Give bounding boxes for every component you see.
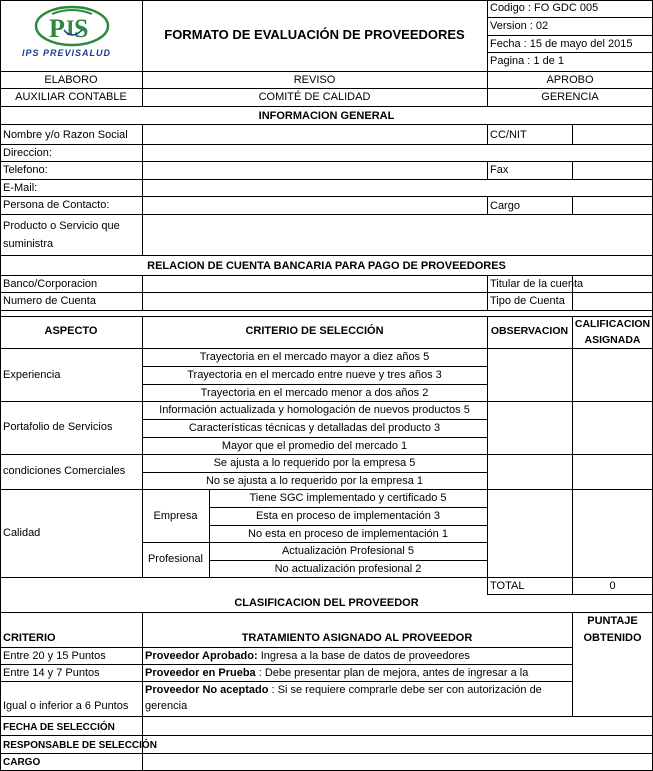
- divider: [572, 161, 573, 179]
- value-comite: COMITÉ DE CALIDAD: [258, 91, 371, 103]
- header-tratamiento: TRATAMIENTO ASIGNADO AL PROVEEDOR: [241, 632, 473, 644]
- criterion-cond-1: Se ajusta a lo requerido por la empresa 5: [213, 457, 416, 469]
- criterion-port-1: Información actualizada y homologación de nuevos productos 5: [159, 404, 470, 416]
- divider: [0, 144, 653, 145]
- label-titular: Titular de la cuenta: [490, 278, 584, 290]
- divider: [572, 124, 573, 144]
- divider: [142, 124, 143, 255]
- header-puntaje: PUNTAJE: [587, 615, 638, 627]
- sub-empresa: Empresa: [153, 510, 198, 522]
- label-telefono: Telefono:: [3, 164, 48, 176]
- divider: [142, 472, 487, 473]
- criterion-exp-3: Trayectoria en el mercado menor a dos años 2: [200, 387, 429, 399]
- treatment-rejected-2: gerencia: [145, 700, 188, 712]
- header-asignada: ASIGNADA: [584, 334, 641, 346]
- treatment-rejected-text: : Si se requiere comprarle debe ser con autorización de: [268, 684, 542, 696]
- divider: [487, 124, 488, 144]
- section-title-general: INFORMACION GENERAL: [258, 110, 395, 122]
- divider: [572, 196, 573, 214]
- total-label: TOTAL: [490, 580, 525, 592]
- codigo: Codigo : FO GDC 005: [490, 2, 599, 14]
- criterion-prof-2: No actualización profesional 2: [274, 563, 422, 575]
- sub-profesional: Profesional: [147, 553, 204, 565]
- divider: [0, 179, 653, 180]
- label-cargo-footer: CARGO: [3, 757, 41, 768]
- aspect-experiencia: Experiencia: [3, 369, 61, 381]
- divider: [209, 525, 487, 526]
- header-criterio: CRITERIO DE SELECCIÓN: [245, 325, 384, 337]
- fecha: Fecha : 15 de mayo del 2015: [490, 38, 633, 50]
- treatment-trial-text: : Debe presentar plan de mejora, antes de ingresar a la: [255, 667, 529, 679]
- range-approved: Entre 20 y 15 Puntos: [3, 650, 106, 662]
- divider: [0, 292, 653, 293]
- divider: [0, 753, 653, 754]
- label-reviso: REVISO: [293, 74, 336, 86]
- treatment-approved-title: Proveedor Aprobado:: [145, 650, 258, 662]
- aspect-calidad: Calidad: [3, 527, 41, 539]
- divider: [572, 316, 573, 595]
- section-title-bank: RELACION DE CUENTA BANCARIA PARA PAGO DE PROVEEDORES: [147, 260, 506, 272]
- divider: [0, 161, 653, 162]
- company-logo: [8, 4, 136, 62]
- divider: [487, 196, 488, 214]
- criterion-cond-2: No se ajusta a lo requerido por la empresa 1: [205, 475, 424, 487]
- label-producto-2: suministra: [3, 238, 54, 250]
- label-contacto: Persona de Contacto:: [3, 199, 110, 211]
- divider: [487, 275, 488, 310]
- header-observacion: OBSERVACION: [490, 325, 569, 337]
- divider: [487, 316, 488, 595]
- divider: [142, 612, 143, 716]
- header-aspecto: ASPECTO: [44, 325, 98, 337]
- divider: [0, 310, 653, 311]
- divider: [487, 594, 653, 595]
- divider: [0, 71, 653, 72]
- divider: [0, 106, 653, 107]
- treatment-trial-title: Proveedor en Prueba: [145, 667, 256, 679]
- header-calificacion: CALIFICACION: [574, 318, 651, 330]
- divider: [0, 88, 653, 89]
- divider: [142, 437, 487, 438]
- criterion-emp-2: Esta en proceso de implementación 3: [255, 510, 441, 522]
- divider: [487, 52, 653, 53]
- divider: [487, 161, 488, 179]
- logo-text: IPS PREVISALUD: [22, 48, 112, 58]
- total-value: 0: [609, 580, 616, 592]
- divider: [0, 735, 653, 736]
- divider: [142, 366, 487, 367]
- label-tipo: Tipo de Cuenta: [490, 295, 565, 307]
- divider: [209, 507, 487, 508]
- treatment-rejected: [145, 683, 542, 698]
- divider: [0, 348, 653, 349]
- criterion-port-3: Mayor que el promedio del mercado 1: [221, 440, 408, 452]
- divider: [0, 214, 653, 215]
- form-title: FORMATO DE EVALUACIÓN DE PROVEEDORES: [164, 27, 465, 42]
- divider: [0, 454, 653, 455]
- treatment-approved: [145, 649, 470, 664]
- treatment-rejected-title: Proveedor No aceptado: [145, 684, 269, 696]
- label-email: E-Mail:: [3, 182, 38, 194]
- criterion-emp-3: No esta en proceso de implementación 1: [248, 528, 448, 540]
- divider: [0, 401, 653, 402]
- label-fax: Fax: [490, 164, 509, 176]
- svg-text:P: P: [49, 14, 65, 43]
- range-trial: Entre 14 y 7 Puntos: [3, 667, 100, 679]
- divider: [0, 489, 653, 490]
- label-direccion: Direccion:: [3, 147, 52, 159]
- criterion-emp-1: Tiene SGC implementado y certificado 5: [249, 492, 447, 504]
- divider: [142, 542, 487, 543]
- pagina: Pagina : 1 de 1: [490, 55, 565, 67]
- aspect-portafolio: Portafolio de Servicios: [3, 421, 113, 433]
- label-producto: Producto o Servicio que: [3, 220, 120, 232]
- label-fecha-seleccion: FECHA DE SELECCIÓN: [3, 722, 115, 733]
- criterion-exp-1: Trayectoria en el mercado mayor a diez años 5: [199, 351, 430, 363]
- divider: [142, 384, 487, 385]
- section-title-classification: CLASIFICACION DEL PROVEEDOR: [234, 597, 419, 609]
- treatment-trial: [145, 666, 528, 681]
- divider: [0, 716, 653, 717]
- criterion-exp-2: Trayectoria en el mercado entre nueve y tres años 3: [187, 369, 442, 381]
- header-criterio-class: CRITERIO: [3, 632, 56, 644]
- header-obtenido: OBTENIDO: [583, 632, 642, 644]
- divider: [0, 681, 572, 682]
- label-nombre: Nombre y/o Razon Social: [3, 129, 128, 141]
- divider: [0, 124, 653, 125]
- label-cargo: Cargo: [490, 200, 520, 212]
- label-aprobo: APROBO: [546, 74, 594, 86]
- criterion-port-2: Características técnicas y detalladas del producto 3: [188, 422, 441, 434]
- svg-text:I: I: [66, 15, 75, 40]
- divider: [0, 316, 653, 317]
- divider: [0, 255, 653, 256]
- divider: [0, 577, 653, 578]
- aspect-condiciones: condiciones Comerciales: [3, 465, 126, 477]
- value-auxiliar: AUXILIAR CONTABLE: [15, 91, 127, 103]
- criterion-prof-1: Actualización Profesional 5: [281, 545, 415, 557]
- divider: [142, 275, 143, 310]
- label-elaboro: ELABORO: [44, 74, 98, 86]
- version: Version : 02: [490, 20, 549, 32]
- divider: [0, 647, 572, 648]
- treatment-approved-text: Ingresa a la base de datos de proveedores: [257, 650, 470, 662]
- divider: [0, 664, 572, 665]
- divider: [487, 35, 653, 36]
- label-responsable: RESPONSABLE DE SELECCIÓN: [3, 740, 157, 751]
- svg-text:S: S: [74, 14, 89, 43]
- divider: [0, 612, 653, 613]
- divider: [0, 275, 653, 276]
- label-ccnit: CC/NIT: [490, 129, 527, 141]
- label-numero: Numero de Cuenta: [3, 295, 96, 307]
- divider: [209, 560, 487, 561]
- range-rejected: Igual o inferior a 6 Puntos: [3, 700, 129, 712]
- value-gerencia: GERENCIA: [541, 91, 599, 103]
- divider: [142, 419, 487, 420]
- divider: [0, 196, 653, 197]
- label-banco: Banco/Corporacion: [3, 278, 98, 290]
- divider: [487, 17, 653, 18]
